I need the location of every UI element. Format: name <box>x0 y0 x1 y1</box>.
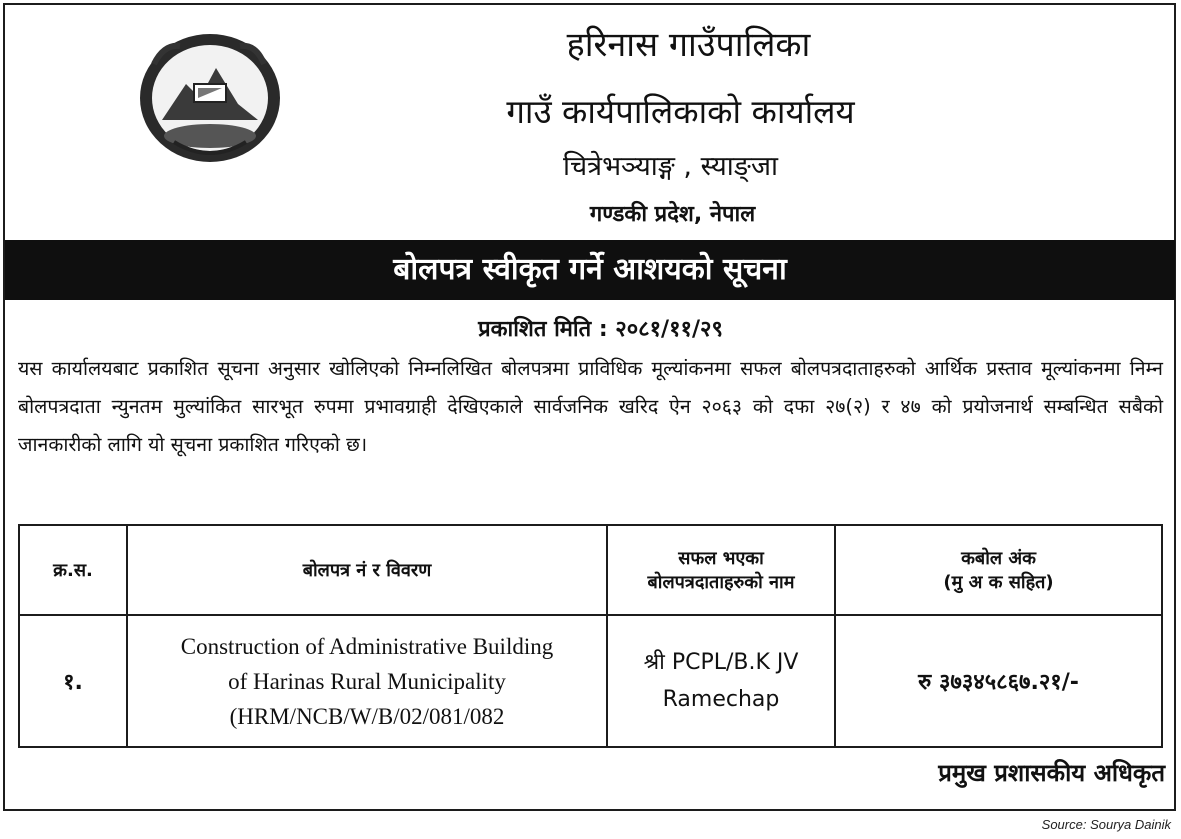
row-description-line3: (HRM/NCB/W/B/02/081/082 <box>229 703 505 729</box>
header-amount-line1: कबोल अंक <box>961 548 1036 569</box>
notice-title: बोलपत्र स्वीकृत गर्ने आशयको सूचना <box>5 240 1175 300</box>
row-description-line2: of Harinas Rural Municipality <box>228 668 506 694</box>
province-country: गण्डकी प्रदेश, नेपाल <box>589 202 756 227</box>
row-description <box>127 615 607 747</box>
row-amount: रु ३७३४५८६७.२१/- <box>835 615 1162 747</box>
table-header-row <box>19 525 1162 615</box>
office-name: गाउँ कार्यपालिकाको कार्यालय <box>506 92 855 131</box>
signatory-title: प्रमुख प्रशासकीय अधिकृत <box>938 759 1165 787</box>
header-amount <box>835 525 1162 615</box>
notice-body: यस कार्यालयबाट प्रकाशित सूचना अनुसार खोलिएको निम्नलिखित बोलपत्रमा प्राविधिक मूल्यांकनमा सफल बोलपत्रदाताहरुको आर्थिक प्रस्ताव मूल्यांकनमा निम्न बोलपत्रदाता न्युनतम मुल्यांकित सारभूत रुपमा प्रभावग्राही देखिएकाले सार्वजनिक खरिद ऐन २०६३ को दफा २७(२) र ४७ को प्रयोजनार्थ सम्बन्धित सबैको जानकारीको लागि यो सूचना प्रकाशित गरिएको छ। <box>18 357 1163 456</box>
municipality-name: हरिनास गाउँपालिका <box>566 25 811 65</box>
header-description: बोलपत्र नं र विवरण <box>127 525 607 615</box>
source-credit: Source: Sourya Dainik <box>1041 817 1171 832</box>
header-serial-number: क्र.स. <box>19 525 127 615</box>
header-bidder <box>607 525 835 615</box>
row-bidder-line2: Ramechap <box>662 687 780 712</box>
row-bidder-line1: श्री PCPL/B.K JV <box>643 650 799 675</box>
header-amount-line2: (मु अ क सहित) <box>943 572 1054 593</box>
publish-date: प्रकाशित मिति : २०८१/११/२९ <box>478 317 723 342</box>
header-bidder-line2: बोलपत्रदाताहरुको नाम <box>647 572 795 593</box>
row-bidder <box>607 615 835 747</box>
header-bidder-line1: सफल भएका <box>678 548 764 569</box>
bid-table <box>18 524 1163 748</box>
table-row <box>19 615 1162 747</box>
row-description-line1: Construction of Administrative Building <box>180 633 554 659</box>
row-serial-number: १. <box>19 615 127 747</box>
office-location: चित्रेभञ्याङ्ग , स्याङ्जा <box>563 151 778 182</box>
